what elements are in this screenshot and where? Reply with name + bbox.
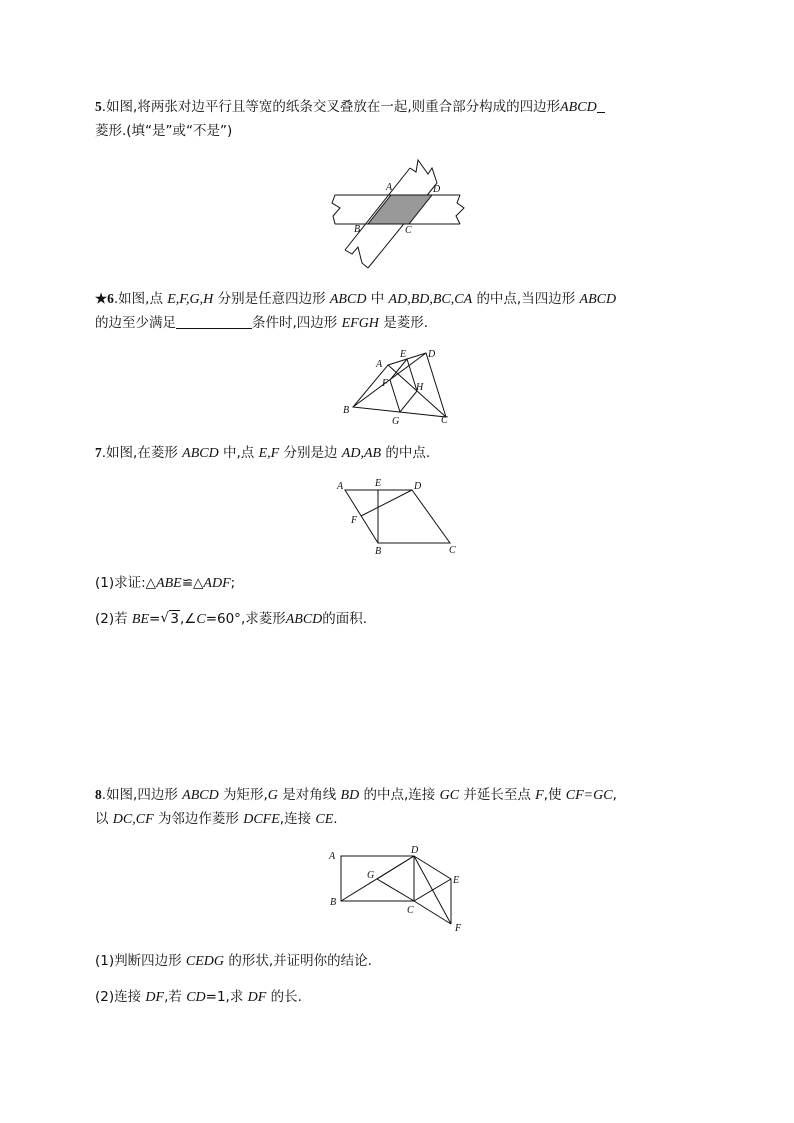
q6-label-b: B (343, 405, 350, 416)
q8-text-2: 为矩形, (223, 787, 268, 803)
q8-ce: CE (315, 812, 334, 827)
q8-text-8: 以 (95, 811, 109, 827)
q7-sub1 (95, 573, 235, 594)
q6-text-4: 的中点,当四边形 (476, 291, 576, 307)
q8-sub2 (95, 987, 302, 1008)
q7-line1 (95, 443, 430, 464)
q6-label-d: D (428, 349, 436, 360)
q6-label-a: A (376, 359, 383, 370)
q8-sub1 (95, 951, 372, 972)
q8-sub2-text-2: ,若 (164, 989, 182, 1005)
q7-label-c: C (449, 545, 456, 556)
q8-sub2-df: DF (145, 990, 165, 1005)
q6-segments: AD,BD,BC,CA (388, 292, 473, 307)
q8-bd: BD (340, 788, 360, 803)
q8-sub2-text-1: (2)连接 (95, 989, 142, 1005)
q8-text-6: ,使 (543, 787, 562, 803)
sqrt-symbol: √ 3 (160, 610, 179, 627)
q8-text-9: 为邻边作菱形 (157, 811, 239, 827)
q8-eq: CF=GC (565, 788, 613, 803)
q8-sub2-text-3: =1,求 (205, 989, 244, 1005)
q8-sub2-cd: CD (186, 990, 206, 1005)
q7-text-4: 的中点. (385, 445, 431, 461)
q7-sub2 (95, 609, 367, 630)
q7-sub2-angle: ,∠ (179, 611, 197, 627)
q6-text-6: 条件时,四边形 (252, 315, 338, 331)
q8-label-a: A (329, 851, 336, 862)
q8-text-4: 的中点,连接 (363, 787, 436, 803)
q6-label-e: E (400, 349, 407, 360)
q5-figure (320, 150, 470, 275)
q8-g: G (267, 788, 278, 803)
q8-label-b: B (330, 897, 337, 908)
q6-answer-blank[interactable] (176, 314, 252, 329)
q6-label-h: H (416, 382, 424, 393)
q7-sub1-text-3: ; (230, 575, 236, 591)
q7-label-f: F (351, 515, 358, 526)
q8-sub1-text-2: 的形状,并证明你的结论. (228, 953, 372, 969)
q8-figure (325, 840, 475, 938)
q7-text-1: .如图,在菱形 (101, 445, 178, 461)
q7-label-a: A (337, 481, 344, 492)
q6-text-5: 的边至少满足 (95, 315, 176, 331)
q7-sub2-eq: = (149, 611, 161, 627)
q8-abcd: ABCD (182, 788, 219, 803)
q6-quad-2: ABCD (579, 292, 617, 307)
q8-label-c: C (407, 905, 414, 916)
q8-sub1-cedg: CEDG (185, 954, 225, 969)
q7-sub1-adf: ADF (203, 576, 231, 591)
q7-sub2-be: BE (131, 612, 150, 627)
q8-label-g: G (367, 870, 375, 881)
q8-gc: GC (439, 788, 460, 803)
q8-label-d: D (411, 845, 419, 856)
q6-label-c: C (441, 415, 448, 426)
q6-points: E,F,G,H (167, 292, 214, 307)
q5-number: 5 (95, 99, 102, 114)
q8-label-f: F (455, 923, 462, 934)
q6-line2 (95, 313, 428, 334)
q7-sub2-text-2: ,求菱形 (240, 611, 286, 627)
q8-text-1: .如图,四边形 (101, 787, 178, 803)
q5-label-d: D (433, 184, 441, 195)
q8-text-5: 并延长至点 (463, 787, 531, 803)
q8-sub2-text-4: 的长. (270, 989, 302, 1005)
q8-label-e: E (453, 875, 460, 886)
q5-label-a: A (386, 182, 393, 193)
q7-number: 7 (95, 445, 102, 460)
q6-figure (338, 345, 458, 430)
q7-sub1-text-1: (1)求证:△ (95, 575, 157, 591)
q6-text-7: 是菱形. (383, 315, 429, 331)
q7-label-e: E (375, 478, 382, 489)
q8-text-10: ,连接 (279, 811, 312, 827)
q7-text-2: 中,点 (223, 445, 255, 461)
q6-text-2: 分别是任意四边形 (217, 291, 326, 307)
q6-line1 (95, 289, 616, 310)
q8-text-11: . (333, 811, 338, 827)
q7-sub2-c: C (196, 612, 206, 627)
star-icon: ★ (95, 291, 108, 306)
q8-line1 (95, 785, 617, 806)
q6-number: 6 (107, 291, 114, 306)
q7-text-3: 分别是边 (283, 445, 338, 461)
q8-f: F (535, 788, 544, 803)
q6-quad-1: ABCD (329, 292, 367, 307)
q7-sub2-abcd: ABCD (285, 612, 323, 627)
q8-line2 (95, 809, 338, 830)
q6-label-g: G (392, 416, 400, 427)
q5-line2: 菱形.(填“是”或“不是”) (95, 123, 233, 139)
q6-text-1: .如图,点 (113, 291, 163, 307)
q8-sub1-text-1: (1)判断四边形 (95, 953, 182, 969)
q7-abcd: ABCD (182, 446, 219, 461)
q5-line1 (95, 97, 605, 118)
q7-ef: E,F (258, 446, 280, 461)
q7-sub2-value: =60° (205, 611, 241, 627)
q7-sub2-text-3: 的面积. (322, 611, 368, 627)
q7-sub1-text-2: ≌△ (181, 575, 204, 591)
q7-figure (330, 475, 465, 557)
q8-dcfe: DCFE (243, 812, 280, 827)
q5-text-1: .如图,将两张对边平行且等宽的纸条交叉叠放在一起,则重合部分构成的四边形 (101, 99, 561, 115)
q6-efgh: EFGH (341, 316, 379, 331)
q8-text-7: , (612, 787, 617, 803)
q8-dccf: DC,CF (112, 812, 154, 827)
q5-answer-blank[interactable] (597, 98, 605, 113)
q7-adab: AD,AB (341, 446, 382, 461)
q5-label-b: B (354, 224, 361, 235)
q7-label-b: B (375, 546, 382, 557)
q8-text-3: 是对角线 (282, 787, 337, 803)
q5-label-c: C (405, 225, 412, 236)
q8-sub2-df-2: DF (247, 990, 267, 1005)
q7-sub1-abe: ABE (156, 576, 182, 591)
q7-sub2-text-1: (2)若 (95, 611, 128, 627)
q5-quad: ABCD (560, 100, 597, 115)
q7-sub2-radicand: 3 (170, 611, 179, 627)
q8-number: 8 (95, 787, 102, 802)
q7-label-d: D (414, 481, 422, 492)
q6-label-f: F (382, 378, 389, 389)
q6-text-3: 中 (370, 291, 385, 307)
